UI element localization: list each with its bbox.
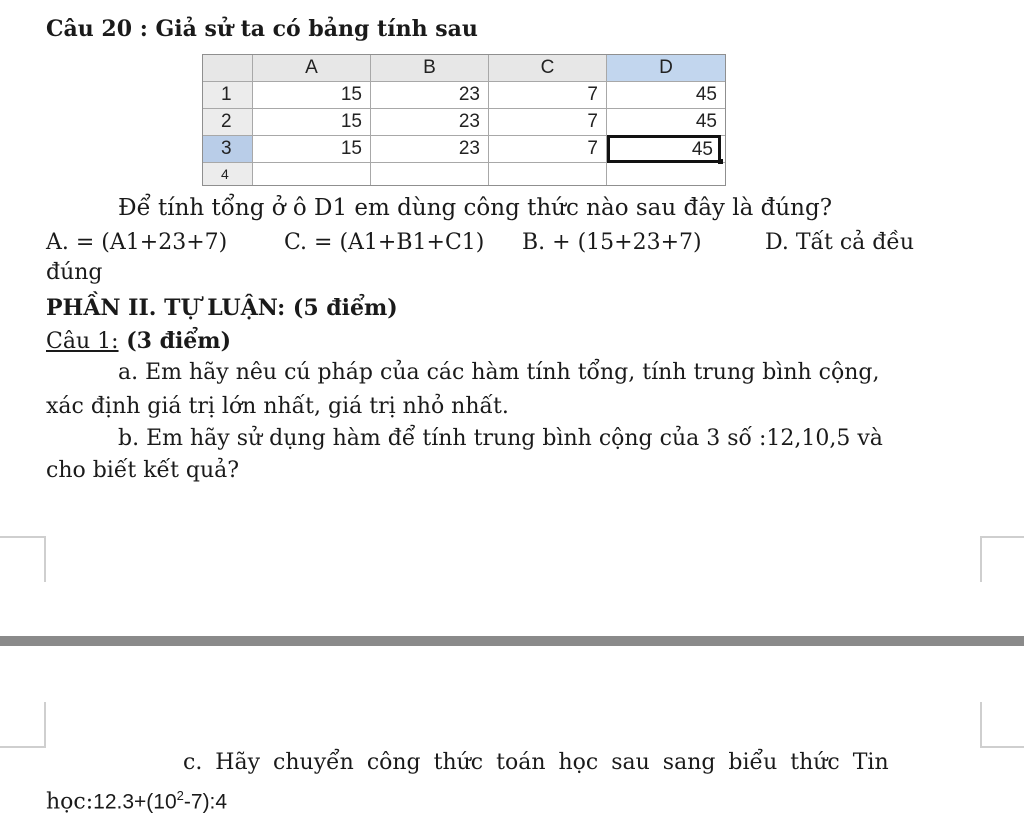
option-c-text: C. = (A1+B1+C1) — [284, 230, 485, 255]
question1-heading — [46, 326, 231, 357]
cell-a1: 15 — [253, 82, 371, 108]
option-c — [284, 228, 484, 258]
item-a-line1: a. Em hãy nêu cú pháp của các hàm tính tổng, tính trung bình cộng, — [118, 360, 880, 385]
cell-b1: 23 — [371, 82, 489, 108]
formula-part2: -7):4 — [183, 790, 228, 814]
table-row — [203, 163, 725, 185]
option-d-continuation: đúng — [46, 260, 103, 285]
option-b — [522, 228, 702, 258]
row-header: 1 — [203, 82, 253, 108]
row-header: 4 — [203, 163, 253, 185]
formula-exponent: 2 — [176, 788, 184, 803]
cell-d4 — [607, 163, 725, 185]
cell-b3: 23 — [371, 136, 489, 162]
column-header-b: B — [371, 55, 489, 81]
table-row — [203, 109, 725, 136]
cell-c4 — [489, 163, 607, 185]
cell-c1: 7 — [489, 82, 607, 108]
option-a-text: A. = (A1+23+7) — [46, 230, 228, 255]
cell-d2: 45 — [695, 111, 717, 132]
cell-a3: 15 — [253, 136, 371, 162]
cell-d1: 45 — [695, 84, 717, 105]
cell-a2: 15 — [253, 109, 371, 135]
option-a — [46, 228, 227, 258]
item-b-line2: cho biết kết quả? — [46, 458, 240, 483]
option-d — [765, 228, 914, 258]
page-corner-mark — [0, 702, 46, 748]
cell-b4 — [371, 163, 489, 185]
item-b-line1: b. Em hãy sử dụng hàm để tính trung bình cộng của 3 số :12,10,5 và — [118, 426, 883, 451]
item-a-line2: xác định giá trị lớn nhất, giá trị nhỏ nhất. — [46, 394, 509, 419]
table-row — [203, 82, 725, 109]
question1-points: (3 điểm) — [118, 328, 231, 354]
spreadsheet-table — [202, 54, 726, 186]
part2-heading: PHẦN II. TỰ LUẬN: (5 điểm) — [46, 295, 398, 321]
column-header-d: D — [607, 55, 725, 81]
row-header: 2 — [203, 109, 253, 135]
question-title: Câu 20 : Giả sử ta có bảng tính sau — [46, 16, 478, 42]
table-row — [203, 136, 725, 163]
page-corner-mark — [0, 536, 46, 582]
question1-label: Câu 1: — [46, 329, 119, 354]
option-b-text: B. + (15+23+7) — [522, 230, 702, 255]
option-d-text: D. Tất cả đều — [765, 230, 915, 255]
page-separator — [0, 636, 1024, 646]
page-corner-mark — [980, 536, 1024, 582]
column-header-c: C — [489, 55, 607, 81]
column-header-a: A — [253, 55, 371, 81]
page-corner-mark — [980, 702, 1024, 748]
corner-cell — [203, 55, 253, 81]
cell-c2: 7 — [489, 109, 607, 135]
item-c-line1: c. Hãy chuyển công thức toán học sau sang biểu thức Tin — [183, 750, 889, 775]
row-header: 3 — [203, 136, 253, 162]
formula-part1: 12.3+(10 — [93, 790, 177, 814]
item-c-line2 — [46, 781, 227, 817]
active-cell-d3: 45 — [607, 135, 721, 163]
cell-b2: 23 — [371, 109, 489, 135]
cell-c3: 7 — [489, 136, 607, 162]
question-prompt: Để tính tổng ở ô D1 em dùng công thức nào sau đây là đúng? — [118, 195, 833, 221]
cell-a4 — [253, 163, 371, 185]
column-header-row — [203, 55, 725, 82]
item-c-prefix: học: — [46, 789, 94, 815]
